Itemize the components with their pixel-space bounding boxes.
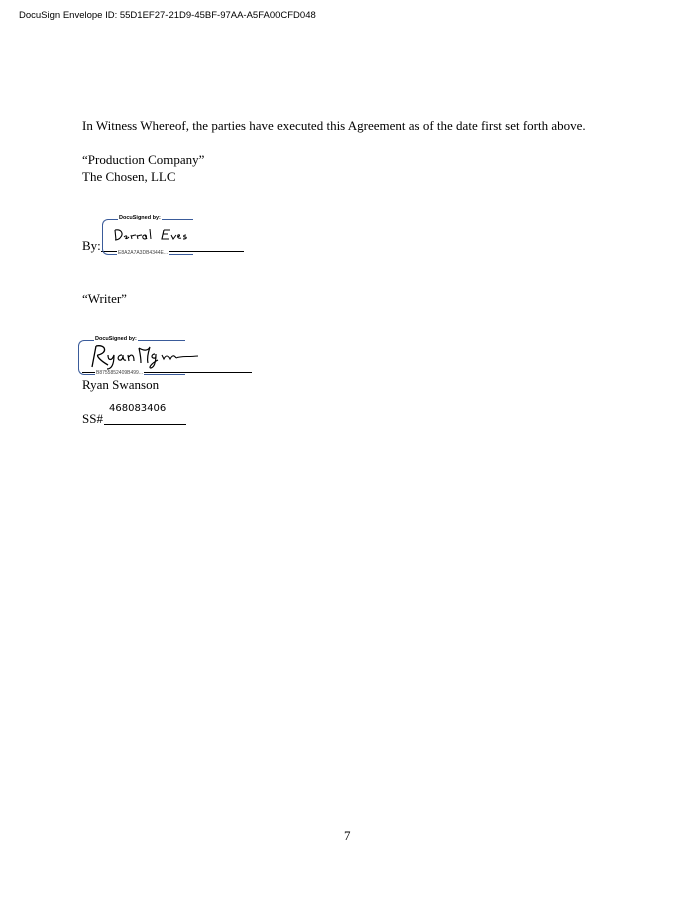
ss-line: [104, 424, 186, 425]
writer-name: Ryan Swanson: [82, 377, 160, 392]
production-company-label: “Production Company”: [82, 152, 205, 167]
page-number: 7: [344, 828, 351, 843]
docusign-header: DocuSigned by:: [95, 336, 137, 342]
by-label: By:: [82, 238, 101, 253]
envelope-id: DocuSign Envelope ID: 55D1EF27-21D9-45BF-97AA-A5FA00CFD048: [19, 10, 316, 21]
writer-label: “Writer”: [82, 291, 127, 306]
docusign-header: DocuSigned by:: [119, 215, 161, 221]
ss-label: SS#: [82, 411, 103, 426]
signature-ryan-swanson: [88, 343, 200, 371]
witness-statement: In Witness Whereof, the parties have executed this Agreement as of the date first set forth above.: [82, 118, 586, 133]
production-company-name: The Chosen, LLC: [82, 169, 176, 184]
ss-value: 468083406: [109, 403, 167, 414]
docusign-hash: E8A2A7A3DB4344E...: [118, 250, 169, 256]
signature-derral-eves: [112, 226, 192, 246]
docusign-hash: B8755852409B499...: [96, 370, 143, 376]
